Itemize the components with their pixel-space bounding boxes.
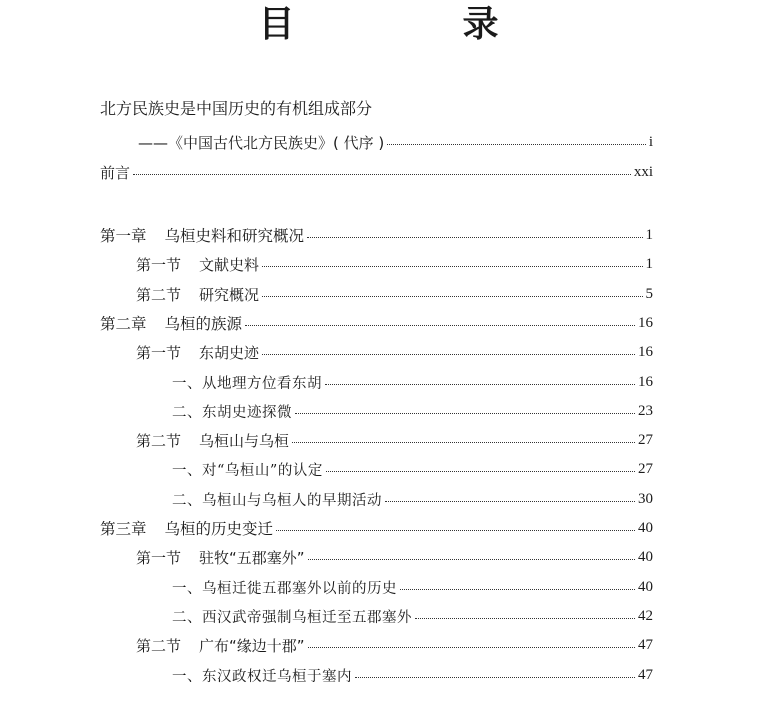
toc-entry-text: 二、东胡史迹探微	[172, 404, 292, 421]
toc-entry-page: i	[648, 133, 653, 150]
toc-entry-text: 乌桓的历史变迁	[164, 520, 274, 538]
toc-entry-number: 第一节	[136, 255, 182, 274]
toc-entry-page: 16	[638, 343, 653, 360]
toc-entry-page: 16	[638, 373, 653, 390]
toc-entry-page: 16	[638, 314, 653, 331]
toc-entry-page: 27	[638, 431, 653, 448]
toc-entry-number: 第三章	[100, 520, 147, 538]
toc-entry-foreword[interactable]	[100, 160, 653, 184]
toc-entry-page: 42	[638, 607, 653, 624]
toc-entry-title	[136, 254, 259, 275]
toc-entry-section[interactable]	[136, 428, 653, 452]
toc-entry-sub[interactable]	[172, 457, 653, 481]
dot-leader	[295, 413, 635, 414]
toc-entry-number: 第一章	[100, 227, 147, 245]
toc-entry-text: 一、东汉政权迁乌桓于塞内	[172, 668, 352, 685]
toc-entry-text: 二、乌桓山与乌桓人的早期活动	[172, 492, 382, 509]
toc-entry-sub[interactable]	[172, 663, 653, 687]
dot-leader	[245, 325, 635, 326]
toc-entry-page: 30	[638, 490, 653, 507]
toc-entry-title	[100, 312, 242, 334]
dot-leader	[292, 442, 635, 443]
toc-entry-chapter[interactable]	[100, 311, 653, 335]
toc-entry-title	[172, 606, 412, 627]
toc-entry-text: 文献史料	[199, 255, 260, 274]
toc-entry-sub[interactable]	[172, 604, 653, 628]
dot-leader	[262, 266, 642, 267]
toc-entry-text: 乌桓史料和研究概况	[164, 227, 305, 245]
toc-entry-sub[interactable]	[172, 370, 653, 394]
toc-entry-page: 40	[638, 548, 653, 565]
toc-entry-page: 40	[638, 578, 653, 595]
toc-entry-title	[172, 577, 397, 598]
toc-entry-title	[100, 517, 273, 539]
dot-leader	[307, 237, 642, 238]
dot-leader	[308, 647, 635, 648]
toc-entry-title	[172, 489, 382, 510]
toc-entry-page: xxi	[633, 163, 653, 180]
dot-leader	[400, 589, 635, 590]
dot-leader	[387, 144, 646, 145]
toc-entry-chapter[interactable]	[100, 223, 653, 247]
toc-entry-section[interactable]	[136, 545, 653, 569]
toc-entry-page: 40	[638, 519, 653, 536]
toc-entry-text: 乌桓的族源	[164, 315, 243, 333]
dot-leader	[326, 471, 635, 472]
toc-entry-text: 乌桓山与乌桓	[199, 431, 290, 450]
toc-entry-title	[136, 547, 305, 568]
toc-entry-sub[interactable]	[172, 487, 653, 511]
toc-entry-text: 广布“缘边十郡”	[199, 636, 305, 655]
dot-leader	[355, 677, 635, 678]
dot-leader	[415, 618, 635, 619]
toc-entry-text: 一、从地理方位看东胡	[172, 375, 322, 392]
toc-entry-page: 47	[638, 666, 653, 683]
toc-entry-title	[136, 342, 259, 363]
toc-entry-title	[136, 430, 289, 451]
toc-entry-title	[172, 665, 352, 686]
dot-leader	[276, 530, 635, 531]
toc-entry-page: 23	[638, 402, 653, 419]
toc-entry-number: 第二节	[136, 285, 182, 304]
toc-entry-section[interactable]	[136, 340, 653, 364]
dot-leader	[385, 501, 635, 502]
toc-entry-preface[interactable]	[138, 130, 653, 154]
toc-entry-number: 第二节	[136, 431, 182, 450]
page-title: 目 录	[258, 3, 565, 45]
toc-entry-title	[172, 401, 292, 422]
dot-leader	[133, 174, 631, 175]
toc-entry-text: 一、乌桓迁徙五郡塞外以前的历史	[172, 580, 397, 597]
toc-entry-text: 一、对“乌桓山”的认定	[172, 462, 323, 479]
toc-entry-section[interactable]	[136, 633, 653, 657]
dot-leader	[262, 354, 635, 355]
dot-leader	[325, 384, 635, 385]
toc-entry-sub[interactable]	[172, 399, 653, 423]
toc-entry-title	[172, 372, 322, 393]
toc-entry-title	[136, 635, 305, 656]
toc-entry-number: 第一节	[136, 548, 182, 567]
dot-leader	[262, 296, 642, 297]
toc-entry-text: 研究概况	[199, 285, 260, 304]
toc-entry-title	[100, 224, 304, 246]
toc-entry-number: 第一节	[136, 343, 182, 362]
toc-entry-section[interactable]	[136, 282, 653, 306]
toc-entry-title	[136, 284, 259, 305]
preface-title: 北方民族史是中国历史的有机组成部分	[100, 99, 373, 118]
toc-entry-number: 第二章	[100, 315, 147, 333]
toc-entry-sub[interactable]	[172, 575, 653, 599]
toc-entry-title	[172, 459, 323, 480]
toc-entry-page: 1	[645, 255, 653, 272]
toc-entry-text: 东胡史迹	[199, 343, 260, 362]
toc-entry-page: 1	[645, 226, 653, 243]
toc-entry-text: 驻牧“五郡塞外”	[199, 548, 305, 567]
toc-entry-page: 27	[638, 460, 653, 477]
toc-entry-title: 前言	[100, 163, 131, 182]
toc-entry-text: 二、西汉武帝强制乌桓迁至五郡塞外	[172, 609, 412, 626]
toc-entry-page: 5	[645, 285, 653, 302]
dot-leader	[308, 559, 635, 560]
toc-entry-number: 第二节	[136, 636, 182, 655]
toc-entry-chapter[interactable]	[100, 516, 653, 540]
toc-entry-title: ——《中国古代北方民族史》( 代序 )	[138, 133, 385, 152]
toc-entry-section[interactable]	[136, 252, 653, 276]
toc-entry-page: 47	[638, 636, 653, 653]
